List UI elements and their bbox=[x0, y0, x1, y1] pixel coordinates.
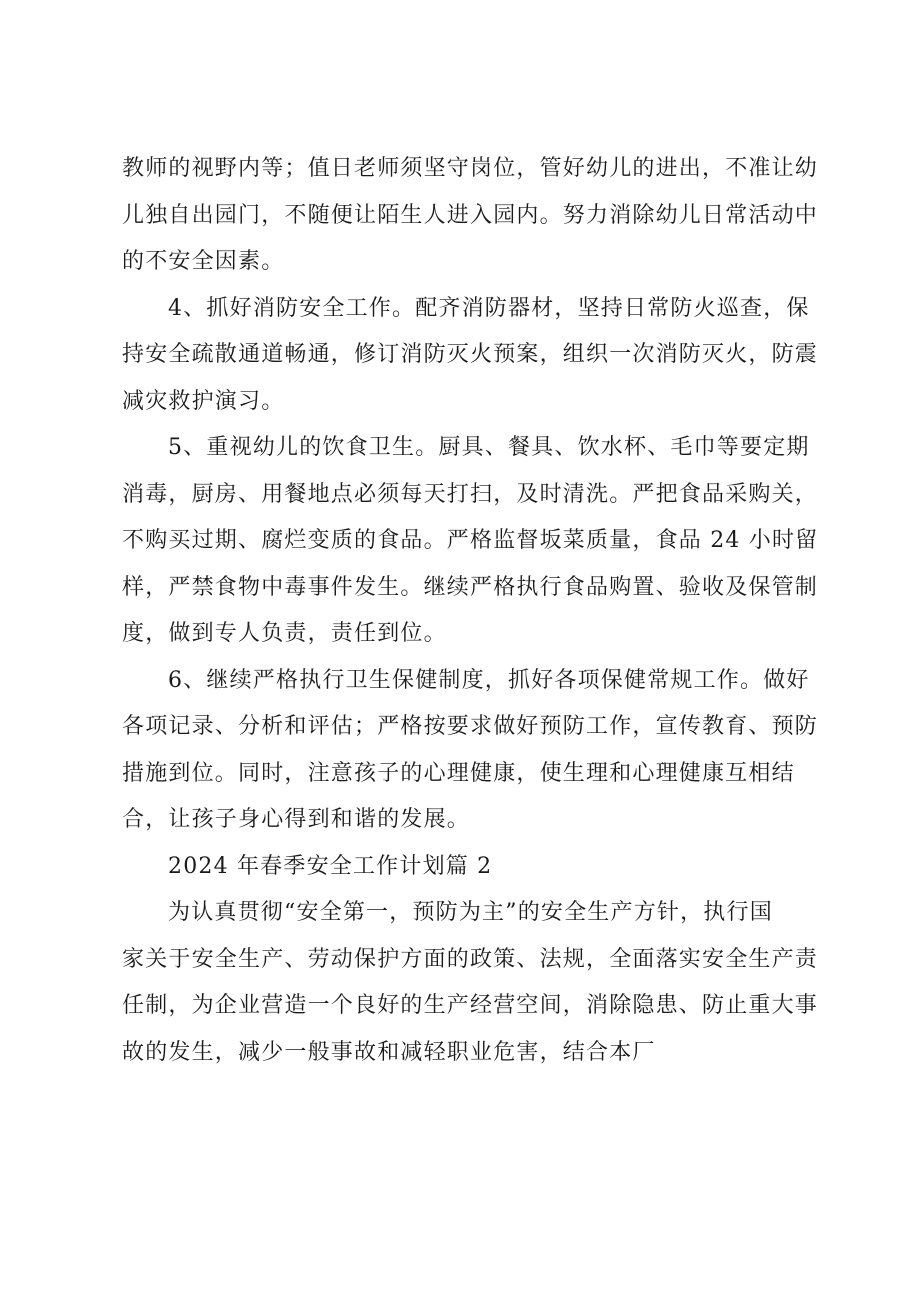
text-line: 的不安全因素。 bbox=[122, 249, 285, 274]
text-line: 度，做到专人负责，责任到位。 bbox=[122, 621, 447, 646]
text-line: 家关于安全生产、劳动保护方面的政策、法规，全面落实安全生产责 bbox=[122, 946, 819, 972]
text-line: 措施到位。同时，注意孩子的心理健康，使生理和心理健康互相结 bbox=[122, 760, 795, 786]
section-heading bbox=[122, 844, 818, 891]
text-line: 任制，为企业营造一个良好的生产经营空间，消除隐患、防止重大事 bbox=[122, 993, 819, 1018]
text-line: 合，让孩子身心得到和谐的发展。 bbox=[122, 807, 471, 832]
paragraph-production-safety-intro bbox=[122, 890, 818, 1076]
text-line: 消毒，厨房、用餐地点必须每天打扫，及时清洗。严把食品采购关， bbox=[122, 481, 819, 507]
document-page bbox=[122, 146, 818, 1076]
text-line: 各项记录、分析和评估；严格按要求做好预防工作，宣传教育、预防 bbox=[122, 714, 819, 739]
paragraph-kindergarten-supervision bbox=[122, 146, 818, 286]
text-line: 为认真贯彻“安全第一，预防为主”的安全生产方针，执行国 bbox=[168, 900, 773, 925]
text-line: 6、继续严格执行卫生保健制度，抓好各项保健常规工作。做好 bbox=[168, 667, 810, 693]
text-line: 故的发生，减少一般事故和减轻职业危害，结合本厂 bbox=[122, 1039, 656, 1065]
text-line: 5、重视幼儿的饮食卫生。厨具、餐具、饮水杯、毛巾等要定期 bbox=[168, 435, 810, 460]
text-line: 不购买过期、腐烂变质的食品。严格监督坂菜质量，食品 24 小时留 bbox=[122, 528, 819, 553]
section-heading-text: 2024 年春季安全工作计划篇 2 bbox=[168, 853, 493, 879]
paragraph-food-hygiene bbox=[122, 425, 818, 658]
text-line: 减灾救护演习。 bbox=[122, 388, 285, 414]
text-line: 样，严禁食物中毒事件发生。继续严格执行食品购置、验收及保管制 bbox=[122, 574, 819, 600]
paragraph-health-care bbox=[122, 658, 818, 844]
text-line: 4、抓好消防安全工作。配齐消防器材，坚持日常防火巡查，保 bbox=[168, 295, 810, 321]
text-line: 儿独自出园门，不随便让陌生人进入园内。努力消除幼儿日常活动中 bbox=[122, 202, 819, 228]
paragraph-fire-safety bbox=[122, 286, 818, 426]
text-line: 持安全疏散通道畅通，修订消防灭火预案，组织一次消防灭火，防震 bbox=[122, 342, 819, 367]
text-line: 教师的视野内等；值日老师须坚守岗位，管好幼儿的进出，不准让幼 bbox=[122, 156, 819, 181]
